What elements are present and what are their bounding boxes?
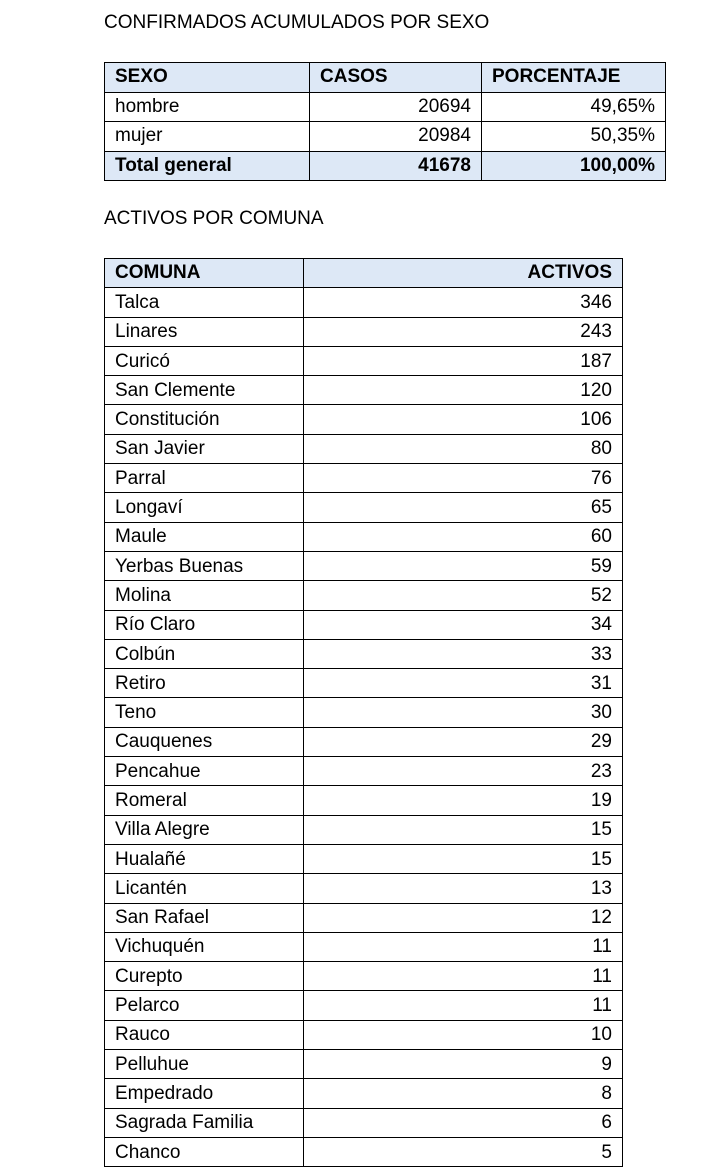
table-row [105, 346, 623, 375]
cell-sexo: hombre [105, 92, 310, 122]
table-row [105, 551, 623, 580]
table-row [105, 786, 623, 815]
table-row [105, 874, 623, 903]
table-header-row [105, 259, 623, 288]
table-row [105, 610, 623, 639]
cell-activos: 60 [304, 522, 623, 551]
total-row [105, 151, 666, 181]
title-activos-por-comuna: ACTIVOS POR COMUNA [104, 208, 324, 229]
cell-porcentaje: 49,65% [482, 92, 666, 122]
cell-activos: 11 [304, 932, 623, 961]
cell-comuna: Sagrada Familia [105, 1108, 304, 1137]
header-casos: CASOS [310, 63, 482, 93]
table-row [105, 932, 623, 961]
table-row [105, 288, 623, 317]
cell-comuna: Colbún [105, 639, 304, 668]
table-row [105, 434, 623, 463]
cell-activos: 13 [304, 874, 623, 903]
cell-activos: 9 [304, 1050, 623, 1079]
table-row [105, 1137, 623, 1166]
table-row [105, 1050, 623, 1079]
cell-activos: 34 [304, 610, 623, 639]
table-row [105, 815, 623, 844]
cell-casos: 20694 [310, 92, 482, 122]
cell-comuna: Curepto [105, 962, 304, 991]
cell-comuna: Rauco [105, 1020, 304, 1049]
cell-comuna: Maule [105, 522, 304, 551]
cell-comuna: Hualañé [105, 844, 304, 873]
total-label: Total general [105, 151, 310, 181]
cell-comuna: Villa Alegre [105, 815, 304, 844]
cell-activos: 33 [304, 639, 623, 668]
cell-comuna: Pelluhue [105, 1050, 304, 1079]
table-confirmados-por-sexo [104, 62, 666, 181]
cell-comuna: Chanco [105, 1137, 304, 1166]
cell-activos: 11 [304, 962, 623, 991]
cell-comuna: San Rafael [105, 903, 304, 932]
cell-porcentaje: 50,35% [482, 122, 666, 152]
table-row [105, 92, 666, 122]
cell-activos: 65 [304, 493, 623, 522]
title-confirmados-por-sexo: CONFIRMADOS ACUMULADOS POR SEXO [104, 12, 490, 33]
cell-activos: 12 [304, 903, 623, 932]
table-row [105, 757, 623, 786]
cell-comuna: Yerbas Buenas [105, 551, 304, 580]
table-row [105, 1079, 623, 1108]
cell-activos: 11 [304, 991, 623, 1020]
cell-comuna: Curicó [105, 346, 304, 375]
cell-activos: 346 [304, 288, 623, 317]
cell-comuna: San Clemente [105, 376, 304, 405]
table-row [105, 1020, 623, 1049]
table-row [105, 669, 623, 698]
cell-casos: 20984 [310, 122, 482, 152]
cell-comuna: Pelarco [105, 991, 304, 1020]
cell-activos: 23 [304, 757, 623, 786]
cell-activos: 120 [304, 376, 623, 405]
cell-activos: 6 [304, 1108, 623, 1137]
cell-activos: 243 [304, 317, 623, 346]
table-row [105, 639, 623, 668]
cell-activos: 80 [304, 434, 623, 463]
cell-sexo: mujer [105, 122, 310, 152]
comuna-table-body [105, 288, 623, 1167]
table-row [105, 698, 623, 727]
table-row [105, 581, 623, 610]
cell-comuna: Longaví [105, 493, 304, 522]
total-porcentaje: 100,00% [482, 151, 666, 181]
table-header-row [105, 63, 666, 93]
cell-activos: 30 [304, 698, 623, 727]
header-porcentaje: PORCENTAJE [482, 63, 666, 93]
table-row [105, 464, 623, 493]
cell-comuna: Licantén [105, 874, 304, 903]
table-row [105, 493, 623, 522]
cell-comuna: Molina [105, 581, 304, 610]
cell-activos: 29 [304, 727, 623, 756]
cell-activos: 15 [304, 844, 623, 873]
cell-activos: 8 [304, 1079, 623, 1108]
cell-comuna: Vichuquén [105, 932, 304, 961]
table-row [105, 317, 623, 346]
cell-comuna: Linares [105, 317, 304, 346]
cell-activos: 15 [304, 815, 623, 844]
cell-activos: 106 [304, 405, 623, 434]
table-row [105, 376, 623, 405]
table-row [105, 405, 623, 434]
table-row [105, 991, 623, 1020]
cell-activos: 187 [304, 346, 623, 375]
cell-activos: 31 [304, 669, 623, 698]
cell-activos: 10 [304, 1020, 623, 1049]
header-sexo: SEXO [105, 63, 310, 93]
table-row [105, 962, 623, 991]
table-row [105, 1108, 623, 1137]
cell-activos: 59 [304, 551, 623, 580]
cell-comuna: San Javier [105, 434, 304, 463]
cell-comuna: Empedrado [105, 1079, 304, 1108]
header-comuna: COMUNA [105, 259, 304, 288]
cell-comuna: Retiro [105, 669, 304, 698]
cell-comuna: Teno [105, 698, 304, 727]
table-row [105, 903, 623, 932]
cell-comuna: Talca [105, 288, 304, 317]
header-activos: ACTIVOS [304, 259, 623, 288]
table-row [105, 727, 623, 756]
cell-comuna: Río Claro [105, 610, 304, 639]
table-activos-por-comuna [104, 258, 623, 1167]
cell-activos: 5 [304, 1137, 623, 1166]
cell-comuna: Cauquenes [105, 727, 304, 756]
table-row [105, 844, 623, 873]
cell-comuna: Pencahue [105, 757, 304, 786]
total-casos: 41678 [310, 151, 482, 181]
cell-comuna: Parral [105, 464, 304, 493]
cell-activos: 19 [304, 786, 623, 815]
cell-comuna: Constitución [105, 405, 304, 434]
table-row [105, 122, 666, 152]
table-row [105, 522, 623, 551]
cell-activos: 76 [304, 464, 623, 493]
cell-activos: 52 [304, 581, 623, 610]
cell-comuna: Romeral [105, 786, 304, 815]
